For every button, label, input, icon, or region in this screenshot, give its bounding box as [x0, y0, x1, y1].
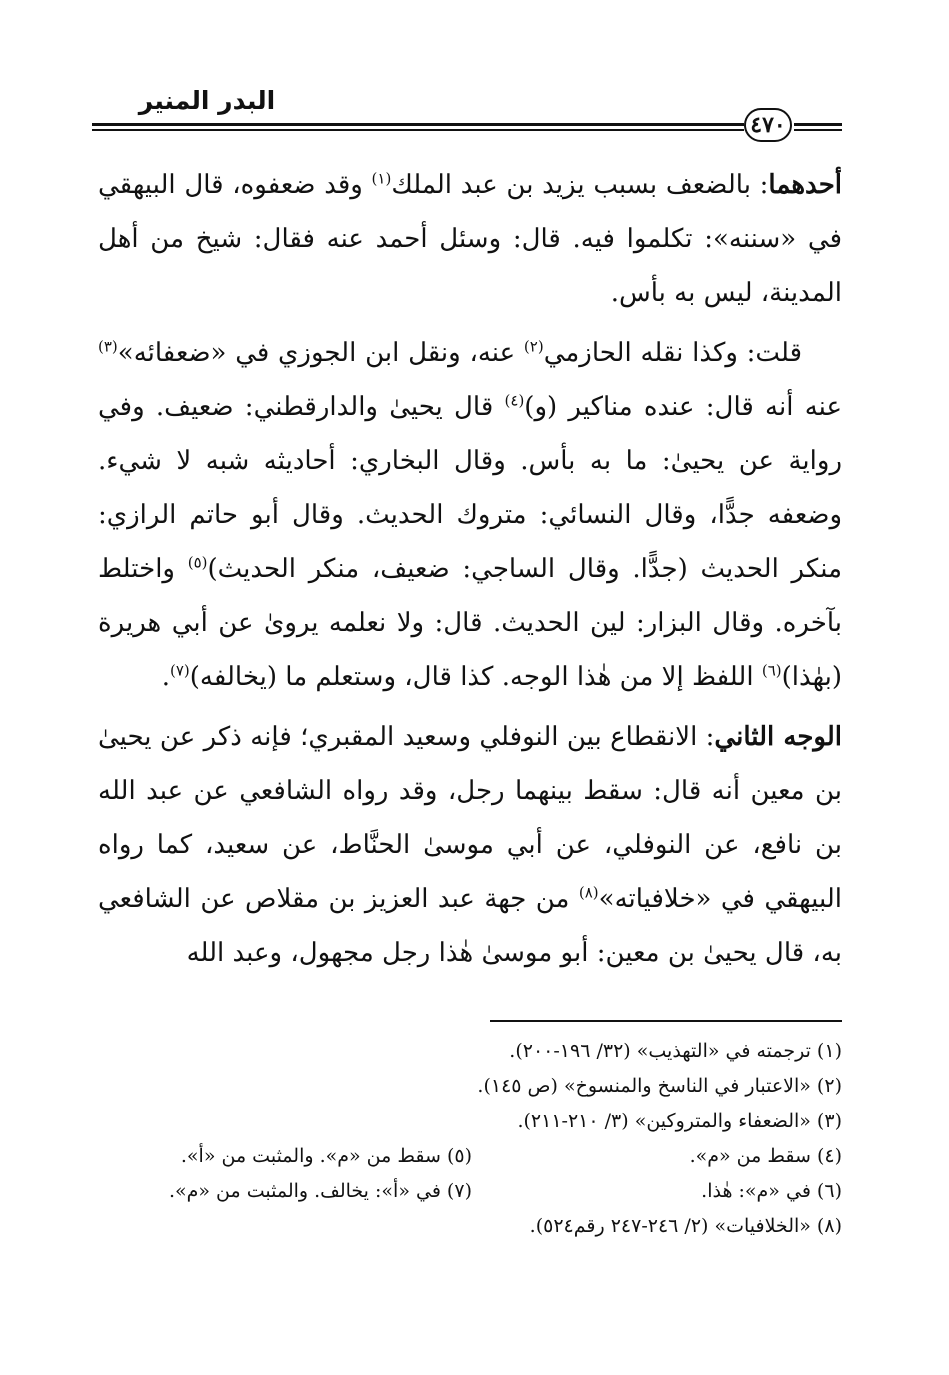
text-run: وقد ضعفوه، قال البيهقي في «سننه»: تكلموا فيه. قال: وسئل أحمد عنه فقال: شيخ من أهل المدينة، ليس به بأس.: [98, 170, 842, 308]
footnote-5: (٥) سقط من «م». والمثبت من «أ».: [180, 1145, 472, 1167]
paragraph-lead: أحدهما: [768, 170, 842, 200]
text-run: : بالضعف بسبب يزيد بن عبد الملك: [391, 170, 769, 200]
footnote-ref[interactable]: (٢): [523, 337, 544, 356]
text-run: عنه أنه قال: عنده مناكير (و): [524, 392, 842, 422]
footnote-ref[interactable]: (١): [371, 169, 392, 188]
footnotes: [120, 1034, 842, 1244]
footnote-ref[interactable]: (٨): [578, 883, 599, 902]
header-rule: [92, 123, 744, 126]
main-text: [98, 158, 842, 980]
footnote-row: [120, 1104, 842, 1139]
footnote-7: (٧) في «أ»: يخالف. والمثبت من «م».: [168, 1180, 472, 1202]
text-run: قلت: وكذا نقله الحازمي: [543, 338, 802, 368]
footnote-row: [120, 1139, 842, 1174]
footnote-ref[interactable]: (٧): [169, 661, 190, 680]
paragraph-lead: الوجه الثاني: [714, 722, 842, 752]
running-title: البدر المنير: [138, 86, 276, 115]
footnote-8: (٨) «الخلافيات» (٢/ ٢٤٦-٢٤٧ رقم٥٢٤).: [529, 1215, 842, 1237]
text-run: .: [161, 662, 170, 692]
footnote-3: (٣) «الضعفاء والمتروكين» (٣/ ٢١٠-٢١١).: [517, 1110, 842, 1132]
footnote-6: (٦) في «م»: هٰذا.: [701, 1180, 842, 1202]
footnote-1: (١) ترجمته في «التهذيب» (٣٢/ ١٩٦-٢٠٠).: [509, 1040, 842, 1062]
header-rule: [794, 129, 842, 131]
footnote-row: [120, 1069, 842, 1104]
text-run: واختلط بآخره. وقال البزار: لين الحديث. قال: ولا نعلمه يرویٰ عن أبي هريرة (بهٰذا): [98, 554, 842, 692]
footnote-row: [120, 1209, 842, 1244]
paragraph: [98, 158, 842, 320]
footnote-ref[interactable]: (٤): [504, 391, 525, 410]
text-run: قال يحيىٰ والدارقطني: ضعيف. وفي رواية عن يحيىٰ: ما به بأس. وقال البخاري: أحاديثه شبه لا شيء. وضعفه جدًّا، وقال النسائي: متروك الحديث. وقال أبو حاتم الرازي: منكر الحديث (جدًّا. وقال الساجي: ضعيف، منكر الحديث): [98, 392, 843, 584]
page-header: [92, 86, 842, 142]
text-run: من جهة عبد العزيز بن مقلاص عن الشافعي به، قال يحيىٰ بن معين: أبو موسىٰ هٰذا رجل مجهول، وعبد الله: [98, 884, 842, 968]
paragraph: [98, 710, 842, 980]
footnote-ref[interactable]: (٥): [187, 553, 208, 572]
footnote-2: (٢) «الاعتبار في الناسخ والمنسوخ» (ص ١٤٥).: [477, 1075, 842, 1097]
page-number: ٤٧٠: [744, 108, 792, 142]
header-rule: [794, 123, 842, 126]
text-run: عنه، ونقل ابن الجوزي في «ضعفائه»: [117, 338, 524, 368]
footnote-row: [120, 1174, 842, 1209]
header-rule: [92, 129, 744, 131]
text-run: اللفظ إلا من هٰذا الوجه. كذا قال، وستعلم ما (يخالفه): [189, 662, 762, 692]
footnote-4: (٤) سقط من «م».: [689, 1145, 842, 1167]
footnote-ref[interactable]: (٦): [761, 661, 782, 680]
footnote-ref[interactable]: (٣): [98, 337, 118, 356]
paragraph: [98, 326, 842, 704]
text-run: : الانقطاع بين النوفلي وسعيد المقبري؛ فإنه ذكر عن يحيىٰ بن معين أنه قال: سقط بينهما رجل، وقد رواه الشافعي عن عبد الله بن نافع، عن النوفلي، عن أبي موسىٰ الحنَّاط، عن سعيد، كما رواه البيهقي في «خلافياته»: [98, 722, 842, 914]
footnote-row: [120, 1034, 842, 1069]
footnote-separator: [490, 1020, 842, 1022]
